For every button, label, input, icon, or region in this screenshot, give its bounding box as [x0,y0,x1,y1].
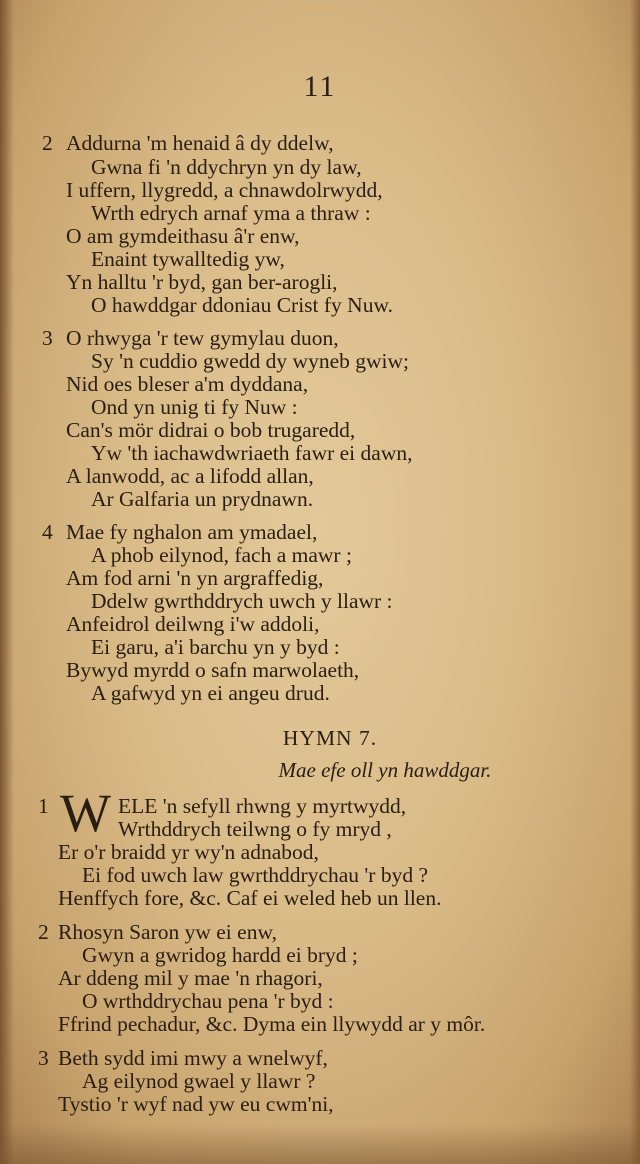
verse-line: Tystio 'r wyf nad yw eu cwm'ni, [58,1092,334,1116]
verse-line: Enaint tywalltedig yw, [91,247,285,271]
verse-number: 3 [38,1046,49,1070]
verse-number: 1 [38,794,49,818]
drop-cap: W [60,783,111,843]
verse-number: 2 [38,920,49,944]
verse-line: A phob eilynod, fach a mawr ; [91,543,352,567]
verse-line: Ei fod uwch law gwrthddrychau 'r byd ? [82,863,428,887]
page-number: 11 [303,70,337,103]
verse-line: Er o'r braidd yr wy'n adnabod, [58,840,319,864]
verse-line: O am gymdeithasu â'r enw, [66,224,300,248]
page-edge-right [630,0,640,1164]
verse-line: Mae fy nghalon am ymadael, [66,520,318,544]
verse-line: Can's mör didrai o bob trugaredd, [66,418,356,442]
verse-line: O hawddgar ddoniau Crist fy Nuw. [91,293,393,317]
verse-line: ELE 'n sefyll rhwng y myrtwydd, [118,794,407,818]
verse-line: Yw 'th iachawdwriaeth fawr ei dawn, [91,441,413,465]
verse-line: Ond yn unig ti fy Nuw : [91,395,298,419]
verse-line: Ag eilynod gwael y llawr ? [82,1069,316,1093]
verse-number: 2 [42,131,53,155]
verse-line: Addurna 'm henaid â dy ddelw, [66,131,334,155]
verse-number: 4 [42,520,53,544]
verse-line: Rhosyn Saron yw ei enw, [58,920,277,944]
verse-line: Ar Galfaria un prydnawn. [91,487,314,511]
verse-line: Ffrind pechadur, &c. Dyma ein llywydd ar y môr. [58,1012,486,1036]
verse-line: Bywyd myrdd o safn marwolaeth, [66,658,360,682]
verse-number: 3 [42,326,53,350]
verse-line: Ei garu, a'i barchu yn y byd : [91,635,340,659]
verse-line: Yn halltu 'r byd, gan ber-arogli, [66,270,338,294]
verse-line: Am fod arni 'n yn argraffedig, [66,566,324,590]
verse-line: Gwna fi 'n ddychryn yn dy law, [91,155,362,179]
page-edge-bottom [0,1124,640,1164]
verse-line: Gwyn a gwridog hardd ei bryd ; [82,943,358,967]
verse-line: I uffern, llygredd, a chnawdolrwydd, [66,178,383,202]
verse-line: O wrthddrychau pena 'r byd : [82,989,334,1013]
verse-line: Ddelw gwrthddrych uwch y llawr : [91,589,393,613]
page-edge-left [0,0,14,1164]
verse-line: A lanwodd, ac a lifodd allan, [66,464,314,488]
verse-line: Henffych fore, &c. Caf ei weled heb un llen. [58,886,442,910]
verse-line: Ar ddeng mil y mae 'n rhagori, [58,966,323,990]
verse-line: Sy 'n cuddio gwedd dy wyneb gwiw; [91,349,409,373]
verse-line: O rhwyga 'r tew gymylau duon, [66,326,339,350]
verse-line: A gafwyd yn ei angeu drud. [91,681,330,705]
hymn-title: HYMN 7. [282,726,378,750]
verse-line: Wrthddrych teilwng o fy mryd , [118,817,392,841]
verse-line: Wrth edrych arnaf yma a thraw : [91,201,371,225]
hymn-subtitle: Mae efe oll yn hawddgar. [278,758,492,782]
verse-line: Beth sydd imi mwy a wnelwyf, [58,1046,328,1070]
verse-line: Nid oes bleser a'm dyddana, [66,372,309,396]
verse-line: Anfeidrol deilwng i'w addoli, [66,612,320,636]
